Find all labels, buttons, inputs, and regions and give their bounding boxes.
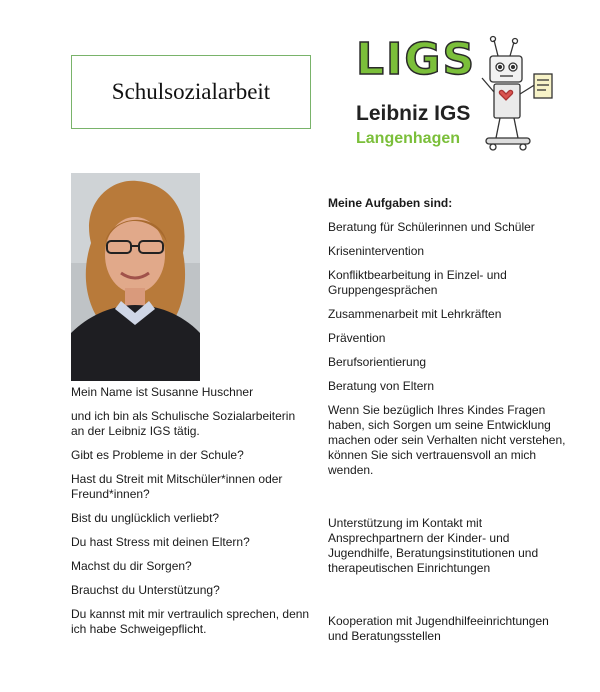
task-item: Wenn Sie bezüglich Ihres Kindes Fragen haben, sich Sorgen um seine Entwicklung machen oder sein Verhalten nicht verstehen, können Sie sich vertrauensvoll an mich wenden. [328, 403, 566, 477]
question-item: Gibt es Probleme in der Schule? [71, 448, 244, 462]
task-item: Prävention [328, 331, 386, 345]
portrait-image [71, 173, 200, 381]
task-item: Zusammenarbeit mit Lehrkräften [328, 307, 502, 321]
logo-wordmark: LIGS [356, 34, 477, 85]
question-item: Hast du Streit mit Mitschüler*innen oder Freund*innen? [71, 472, 283, 501]
introduction-column [71, 385, 311, 637]
task-item: Unterstützung im Kontakt mit Ansprechpartnern der Kinder- und Jugendhilfe, Beratungsinstitutionen und therapeutischen Einrichtungen [328, 516, 539, 575]
task-item: Konfliktbearbeitung in Einzel- und Gruppengesprächen [328, 268, 507, 297]
question-item: Du hast Stress mit deinen Eltern? [71, 535, 250, 549]
logo-school-name: Leibniz IGS [356, 102, 471, 125]
question-item: Bist du unglücklich verliebt? [71, 511, 220, 525]
task-item: Kooperation mit Jugendhilfeeinrichtungen und Beratungsstellen [328, 614, 549, 643]
task-item: Berufsorientierung [328, 355, 427, 369]
page-title: Schulsozialarbeit [111, 79, 271, 104]
question-item: Machst du dir Sorgen? [71, 559, 192, 573]
task-item: Beratung für Schülerinnen und Schüler [328, 220, 535, 234]
intro-text: Mein Name ist Susanne Huschner [71, 385, 254, 399]
tasks-heading: Meine Aufgaben sind: [328, 196, 453, 210]
task-item: Beratung von Eltern [328, 379, 435, 393]
question-item: Brauchst du Unterstützung? [71, 583, 220, 597]
role-text: und ich bin als Schulische Sozialarbeiterin an der Leibniz IGS tätig. [71, 409, 296, 438]
school-logo [350, 34, 560, 169]
profile-photo [71, 173, 200, 381]
robot-mascot-icon [478, 34, 558, 169]
title-box [71, 55, 311, 129]
task-item: Krisenintervention [328, 244, 425, 258]
logo-city: Langenhagen [356, 130, 461, 147]
tasks-column [328, 196, 568, 644]
closing-text: Du kannst mit mir vertraulich sprechen, denn ich habe Schweigepflicht. [71, 607, 310, 636]
